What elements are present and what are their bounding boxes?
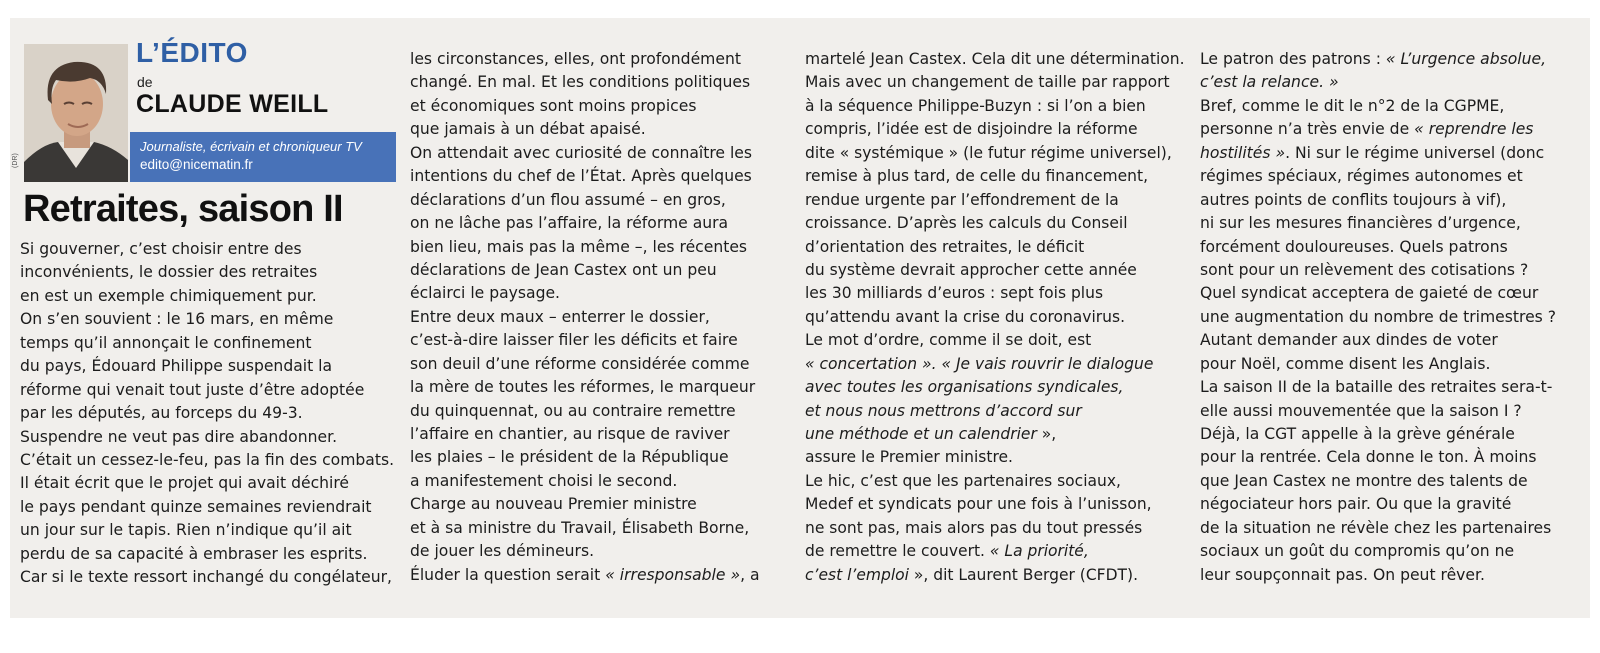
author-photo	[24, 44, 128, 182]
body-text: que Jean Castex ne montre des talents de	[1200, 471, 1528, 490]
article-line	[410, 48, 760, 71]
body-text: On s’en souvient : le 16 mars, en même	[20, 310, 334, 329]
article-line	[410, 517, 760, 540]
text-column-3	[805, 48, 1187, 587]
article-line	[1200, 48, 1556, 71]
article-line	[20, 402, 394, 425]
body-text: réforme qui venait tout juste d’être adoptée	[20, 380, 365, 399]
rubric-de: de	[137, 74, 153, 90]
article-line	[410, 423, 760, 446]
body-text: On attendait avec curiosité de connaître les	[410, 143, 753, 162]
body-text: »,	[1036, 425, 1057, 443]
body-text: le pays pendant quinze semaines reviendrait	[20, 497, 372, 516]
body-text: . Ni sur le régime universel (donc	[1285, 143, 1545, 162]
body-text: de remettre le couvert.	[805, 542, 990, 561]
body-text: Il était écrit que le projet qui avait déchiré	[20, 474, 350, 493]
article-line	[1200, 212, 1556, 235]
body-text: », dit Laurent Berger (CFDT).	[908, 565, 1139, 584]
body-text: les circonstances, elles, ont profondément	[410, 50, 741, 68]
quote-text: « L’urgence absolue,	[1385, 50, 1547, 68]
body-text: et économiques sont moins propices	[410, 96, 697, 115]
body-text: Le mot d’ordre, comme il se doit, est	[805, 331, 1092, 350]
body-text: perdu de sa capacité à embraser les esprits.	[20, 544, 368, 563]
article-headline: Retraites, saison II	[23, 188, 343, 230]
body-text: de la situation ne révèle chez les partenaires	[1200, 518, 1552, 537]
author-role: Journaliste, écrivain et chroniqueur TV	[140, 139, 362, 154]
quote-text: hostilités »	[1200, 143, 1286, 162]
body-text: c’est-à-dire laisser filer les déficits et faire	[410, 331, 738, 350]
article-line	[20, 543, 394, 566]
article-line	[410, 376, 760, 399]
body-text: les plaies – le président de la République	[410, 448, 729, 467]
article-line	[1200, 423, 1556, 446]
article-line	[1200, 329, 1556, 352]
body-text: Suspendre ne veut pas dire abandonner.	[20, 427, 338, 446]
body-text: rendue urgente par l’effondrement de la	[805, 190, 1119, 209]
article-line	[805, 282, 1185, 305]
body-text: personne n’a très envie de	[1200, 120, 1415, 139]
body-text: La saison II de la bataille des retraites sera-t-	[1200, 378, 1553, 397]
body-text: intentions du chef de l’État. Après quelques	[410, 167, 752, 186]
article-line	[805, 540, 1185, 563]
quote-text: une méthode et un calendrier	[805, 425, 1037, 443]
article-line	[805, 329, 1185, 352]
body-text: Si gouverner, c’est choisir entre des	[20, 240, 302, 258]
article-line	[805, 306, 1185, 329]
article-line	[805, 48, 1185, 71]
photo-credit: (DR)	[12, 153, 19, 168]
body-text: Medef et syndicats pour une fois à l’unisson,	[805, 495, 1152, 514]
article-line	[20, 285, 394, 308]
article-line	[410, 282, 760, 305]
article-line	[410, 71, 760, 94]
body-text: qu’attendu avant la crise du coronavirus.	[805, 307, 1126, 326]
body-text: remise à plus tard, de celle du financement,	[805, 167, 1149, 186]
article-line	[20, 496, 394, 519]
article-line	[805, 470, 1185, 493]
article-line	[410, 564, 760, 587]
body-text: du pays, Édouard Philippe suspendait la	[20, 357, 333, 376]
article-line	[410, 306, 760, 329]
article-line	[410, 470, 760, 493]
body-text: sociaux un goût du compromis qu’on ne	[1200, 542, 1515, 561]
body-text: de jouer les démineurs.	[410, 542, 595, 561]
author-name: CLAUDE WEILL	[136, 90, 329, 118]
article-line	[805, 165, 1185, 188]
body-text: martelé Jean Castex. Cela dit une détermination.	[805, 50, 1185, 68]
article-line	[805, 446, 1185, 469]
quote-text: « reprendre les	[1414, 120, 1534, 139]
body-text: croissance. D’après les calculs du Conseil	[805, 214, 1128, 233]
body-text: à la séquence Philippe-Buzyn : si l’on a bien	[805, 96, 1146, 115]
article-line	[1200, 142, 1556, 165]
article-line	[1200, 282, 1556, 305]
article-line	[1200, 165, 1556, 188]
body-text: autres points de conflits toujours à vif),	[1200, 190, 1507, 209]
body-text: en est un exemple chimiquement pur.	[20, 286, 317, 305]
body-text: les 30 milliards d’euros : sept fois plus	[805, 284, 1104, 303]
edito-article	[10, 18, 1590, 618]
article-line	[410, 353, 760, 376]
body-text: déclarations de Jean Castex ont un peu	[410, 260, 717, 279]
article-line	[20, 472, 394, 495]
article-line	[410, 259, 760, 282]
article-line	[1200, 95, 1556, 118]
quote-text: avec toutes les organisations syndicales,	[805, 378, 1124, 397]
body-text: Mais avec un changement de taille par rapport	[805, 73, 1170, 92]
body-text: inconvénients, le dossier des retraites	[20, 263, 318, 282]
body-text: assure le Premier ministre.	[805, 448, 1013, 467]
article-line	[805, 564, 1185, 587]
article-line	[20, 261, 394, 284]
quote-text: c’est la relance. »	[1200, 73, 1339, 92]
body-text: compris, l’idée est de disjoindre la réforme	[805, 120, 1138, 139]
quote-text: « concertation ». « Je vais rouvrir le dialogue	[805, 354, 1154, 373]
article-line	[410, 329, 760, 352]
article-line	[1200, 71, 1556, 94]
article-line	[410, 118, 760, 141]
article-line	[1200, 118, 1556, 141]
body-text: Le patron des patrons :	[1200, 50, 1386, 68]
body-text: on ne lâche pas l’affaire, la réforme aura	[410, 214, 729, 233]
body-text: Entre deux maux – enterrer le dossier,	[410, 307, 710, 326]
article-line	[20, 566, 394, 589]
body-text: du quinquennat, ou au contraire remettre	[410, 401, 736, 420]
rubric-title: L’ÉDITO	[136, 37, 248, 68]
body-text: d’orientation des retraites, le déficit	[805, 237, 1085, 256]
article-line	[805, 95, 1185, 118]
article-line	[1200, 470, 1556, 493]
body-text: et à sa ministre du Travail, Élisabeth Borne,	[410, 518, 750, 537]
body-text: pour Noël, comme disent les Anglais.	[1200, 354, 1491, 373]
article-line	[1200, 306, 1556, 329]
article-line	[1200, 376, 1556, 399]
body-text: a manifestement choisi le second.	[410, 471, 678, 490]
article-line	[20, 426, 394, 449]
article-line	[410, 189, 760, 212]
article-line	[410, 142, 760, 165]
quote-text: et nous nous mettrons d’accord sur	[805, 401, 1082, 420]
article-line	[410, 95, 760, 118]
article-line	[805, 353, 1185, 376]
body-text: changé. En mal. Et les conditions politiques	[410, 73, 751, 92]
article-line	[805, 259, 1185, 282]
article-line	[805, 400, 1185, 423]
body-text: Bref, comme le dit le n°2 de la CGPME,	[1200, 96, 1505, 115]
article-line	[1200, 493, 1556, 516]
body-text: négociateur hors pair. Ou que la gravité	[1200, 495, 1512, 514]
article-line	[805, 517, 1185, 540]
article-line	[410, 493, 760, 516]
article-line	[1200, 236, 1556, 259]
article-line	[1200, 564, 1556, 587]
article-line	[410, 165, 760, 188]
body-text: du système devrait approcher cette année	[805, 260, 1137, 279]
article-line	[805, 118, 1185, 141]
text-column-2	[410, 48, 760, 587]
body-text: Déjà, la CGT appelle à la grève générale	[1200, 425, 1515, 443]
article-line	[410, 212, 760, 235]
body-text: régimes spéciaux, régimes autonomes et	[1200, 167, 1523, 186]
article-line	[20, 379, 394, 402]
body-text: leur soupçonnait pas. On peut rêver.	[1200, 565, 1485, 584]
body-text: Car si le texte ressort inchangé du congélateur,	[20, 568, 393, 587]
body-text: pour la rentrée. Cela donne le ton. À moins	[1200, 448, 1537, 467]
article-line	[20, 519, 394, 542]
article-line	[410, 400, 760, 423]
article-line	[805, 236, 1185, 259]
body-text: ni sur les mesures financières d’urgence,	[1200, 214, 1521, 233]
body-text: elle aussi mouvementée que la saison I ?	[1200, 401, 1522, 420]
article-line	[20, 308, 394, 331]
article-line	[1200, 400, 1556, 423]
text-column-1	[20, 238, 394, 590]
text-column-4	[1200, 48, 1556, 587]
article-line	[805, 423, 1185, 446]
quote-text: « irresponsable »	[605, 565, 741, 584]
article-line	[1200, 540, 1556, 563]
article-line	[410, 236, 760, 259]
body-text: la mère de toutes les réformes, le marqueur	[410, 378, 756, 397]
article-line	[805, 493, 1185, 516]
body-text: dite « systémique » (le futur régime universel),	[805, 143, 1172, 162]
body-text: Autant demander aux dindes de voter	[1200, 331, 1498, 350]
article-line	[1200, 259, 1556, 282]
article-line	[1200, 446, 1556, 469]
article-line	[805, 71, 1185, 94]
quote-text: c’est l’emploi	[805, 565, 909, 584]
body-text: C’était un cessez-le-feu, pas la fin des combats.	[20, 450, 395, 469]
body-text: une augmentation du nombre de trimestres ?	[1200, 307, 1557, 326]
body-text: Quel syndicat acceptera de gaieté de cœur	[1200, 284, 1539, 303]
body-text: bien lieu, mais pas la même –, les récentes	[410, 237, 748, 256]
article-line	[805, 142, 1185, 165]
body-text: temps qu’il annonçait le confinement	[20, 333, 312, 352]
body-text: déclarations d’un flou assumé – en gros,	[410, 190, 726, 209]
author-portrait-icon	[24, 44, 128, 182]
article-line	[1200, 517, 1556, 540]
body-text: , a	[740, 565, 760, 584]
body-text: l’affaire en chantier, au risque de raviver	[410, 425, 730, 443]
body-text: sont pour un relèvement des cotisations ?	[1200, 260, 1529, 279]
quote-text: « La priorité,	[989, 542, 1089, 561]
body-text: que jamais à un débat apaisé.	[410, 120, 646, 139]
article-line	[20, 238, 394, 261]
article-line	[20, 332, 394, 355]
body-text: un jour sur le tapis. Rien n’indique qu’il ait	[20, 521, 352, 540]
article-line	[20, 355, 394, 378]
article-line	[410, 446, 760, 469]
article-line	[410, 540, 760, 563]
body-text: éclairci le paysage.	[410, 284, 561, 303]
body-text: par les députés, au forceps du 49-3.	[20, 404, 303, 423]
article-line	[20, 449, 394, 472]
article-line	[1200, 353, 1556, 376]
author-email-link[interactable]: edito@nicematin.fr	[140, 157, 253, 172]
body-text: forcément douloureuses. Quels patrons	[1200, 237, 1508, 256]
body-text: son deuil d’une réforme considérée comme	[410, 354, 750, 373]
body-text: ne sont pas, mais alors pas du tout pressés	[805, 518, 1143, 537]
article-line	[805, 212, 1185, 235]
article-line	[1200, 189, 1556, 212]
body-text: Le hic, c’est que les partenaires sociaux,	[805, 471, 1121, 490]
article-line	[805, 376, 1185, 399]
body-text: Éluder la question serait	[410, 565, 606, 584]
body-text: Charge au nouveau Premier ministre	[410, 495, 697, 514]
article-line	[805, 189, 1185, 212]
author-info-box	[130, 132, 396, 182]
